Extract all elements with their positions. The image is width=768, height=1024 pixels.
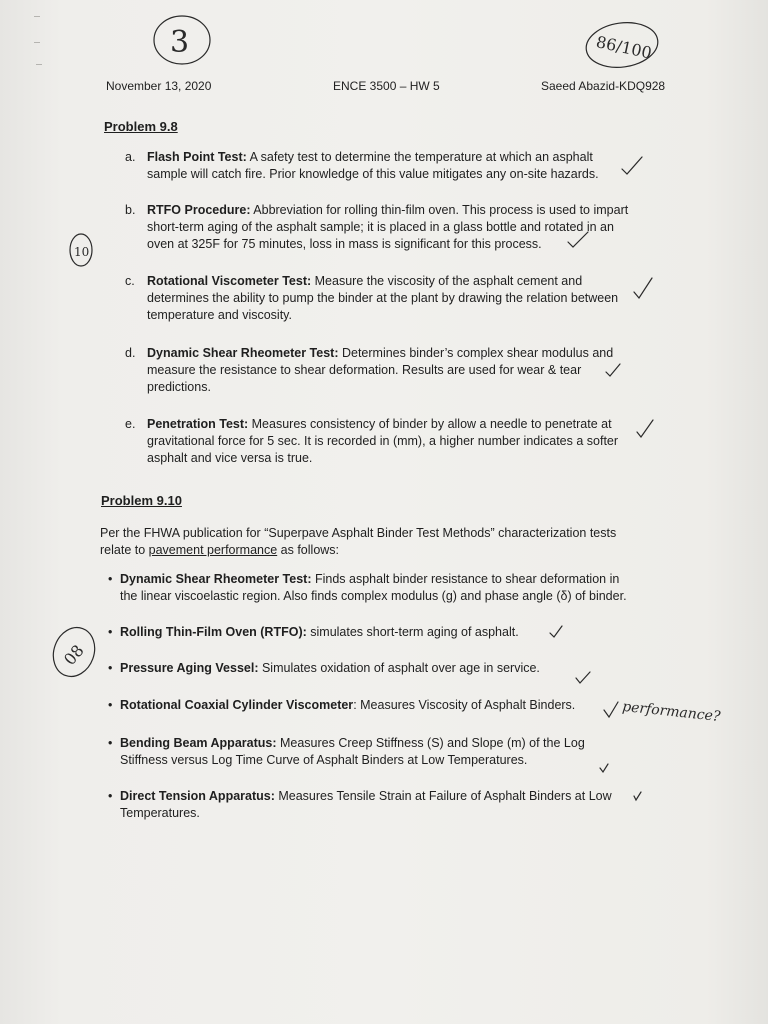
item-term: Flash Point Test: xyxy=(147,150,247,164)
checkmark-icon xyxy=(566,230,590,250)
date: November 13, 2020 xyxy=(106,79,212,93)
bullet-dot: • xyxy=(108,789,113,803)
checkmark-icon xyxy=(620,155,644,177)
author: Saeed Abazid-KDQ928 xyxy=(541,79,666,93)
bullet-term: Direct Tension Apparatus: xyxy=(120,789,275,803)
item-term: Dynamic Shear Rheometer Test: xyxy=(147,346,339,360)
bullet-dot: • xyxy=(108,736,113,750)
bullet-term: Rotational Coaxial Cylinder Viscometer xyxy=(120,698,354,712)
problem-9-8-item-e: e. Penetration Test: Measures consistency of binder by allow a needle to penetrate at gravitational force for 5 sec. It is recorded in (mm), a higher number indicates a softer asphalt and vice versa is true. xyxy=(125,417,619,465)
item-label: c. xyxy=(125,274,135,288)
problem-9-10-bullet: • Rotational Coaxial Cylinder Viscometer: Measures Viscosity of Asphalt Binders. xyxy=(108,698,576,712)
margin-mark xyxy=(34,16,40,17)
checkmark-icon xyxy=(635,418,655,440)
svg-text:10: 10 xyxy=(74,245,90,259)
problem-9-10-bullet: • Rolling Thin-Film Oven (RTFO): simulates short-term aging of asphalt. xyxy=(108,625,519,639)
problem-9-10-bullet: • Dynamic Shear Rheometer Test: Finds asphalt binder resistance to shear deformation in the linear viscoelastic region. Also finds complex modulus (g) and phase angle (δ) of binder. xyxy=(108,572,627,603)
item-label: a. xyxy=(125,150,136,164)
page-number-annotation xyxy=(150,12,220,70)
bullet-dot: • xyxy=(108,661,113,675)
bullet-dot: • xyxy=(108,698,113,712)
problem-9-10-bullet: • Bending Beam Apparatus: Measures Creep Stiffness (S) and Slope (m) of the Log Stiffness versus Log Time Curve of Asphalt Binders at Low Temperatures. xyxy=(108,736,585,767)
svg-text:performance?: performance? xyxy=(621,698,722,726)
problem-9-8-title: Problem 9.8 xyxy=(104,119,178,134)
problem-9-8-item-d: d. Dynamic Shear Rheometer Test: Determines binder’s complex shear modulus and measure the resistance to shear deformation. Results are used for wear & tear predictions. xyxy=(125,346,614,394)
bullet-dot: • xyxy=(108,625,113,639)
underlined-phrase: pavement performance xyxy=(148,543,278,557)
bullet-term: Bending Beam Apparatus: xyxy=(120,736,277,750)
bullet-dot: • xyxy=(108,572,113,586)
problem-9-10-intro: Per the FHWA publication for “Superpave Asphalt Binder Test Methods” characterization tests relate to pavement performance as follows: xyxy=(100,526,617,557)
item-term: RTFO Procedure: xyxy=(147,203,251,217)
item-label: b. xyxy=(125,203,136,217)
problem-9-8-item-b: b. RTFO Procedure: Abbreviation for rolling thin-film oven. This process is used to impart short-term aging of the asphalt sample; it is placed in a glass bottle and rotated in an oven at 325F for 75 minutes, loss in mass is significant for this process. xyxy=(125,203,629,251)
problem-9-10-score xyxy=(50,624,100,680)
checkmark-icon xyxy=(548,624,564,640)
svg-text:86/100: 86/100 xyxy=(594,32,654,63)
checkmark-icon xyxy=(574,670,592,686)
problem-9-8-item-c: c. Rotational Viscometer Test: Measure the viscosity of the asphalt cement and determines the ability to pump the binder at the plant by drawing the relation between temperature and viscosity. xyxy=(125,274,619,322)
svg-text:3: 3 xyxy=(170,25,190,60)
bullet-term: Dynamic Shear Rheometer Test: xyxy=(120,572,312,586)
bullet-term: Rolling Thin-Film Oven (RTFO): xyxy=(120,625,307,639)
performance-note-annotation xyxy=(622,692,732,732)
item-term: Rotational Viscometer Test: xyxy=(147,274,312,288)
problem-9-10-bullet: • Direct Tension Apparatus: Measures Tensile Strain at Failure of Asphalt Binders at Low Temperatures. xyxy=(108,789,612,820)
score-annotation xyxy=(582,18,666,72)
checkmark-icon xyxy=(604,362,622,378)
checkmark-icon xyxy=(632,276,654,302)
problem-9-10-bullet: • Pressure Aging Vessel: Simulates oxidation of asphalt over age in service. xyxy=(108,661,540,675)
item-label: e. xyxy=(125,417,136,431)
item-term: Penetration Test: xyxy=(147,417,249,431)
svg-text:08: 08 xyxy=(60,641,88,669)
checkmark-icon xyxy=(598,762,610,774)
bullet-term: Pressure Aging Vessel: xyxy=(120,661,259,675)
problem-9-10-title: Problem 9.10 xyxy=(101,493,182,508)
item-label: d. xyxy=(125,346,136,360)
course: ENCE 3500 – HW 5 xyxy=(333,79,440,93)
checkmark-icon xyxy=(602,700,620,720)
problem-9-8-score xyxy=(66,232,98,272)
margin-mark xyxy=(34,42,40,43)
problem-9-8-item-a: a. Flash Point Test: A safety test to determine the temperature at which an asphalt sample will catch fire. Prior knowledge of this value mitigates any on-site hazards. xyxy=(125,150,599,181)
margin-mark xyxy=(36,64,42,65)
checkmark-icon xyxy=(632,790,642,802)
